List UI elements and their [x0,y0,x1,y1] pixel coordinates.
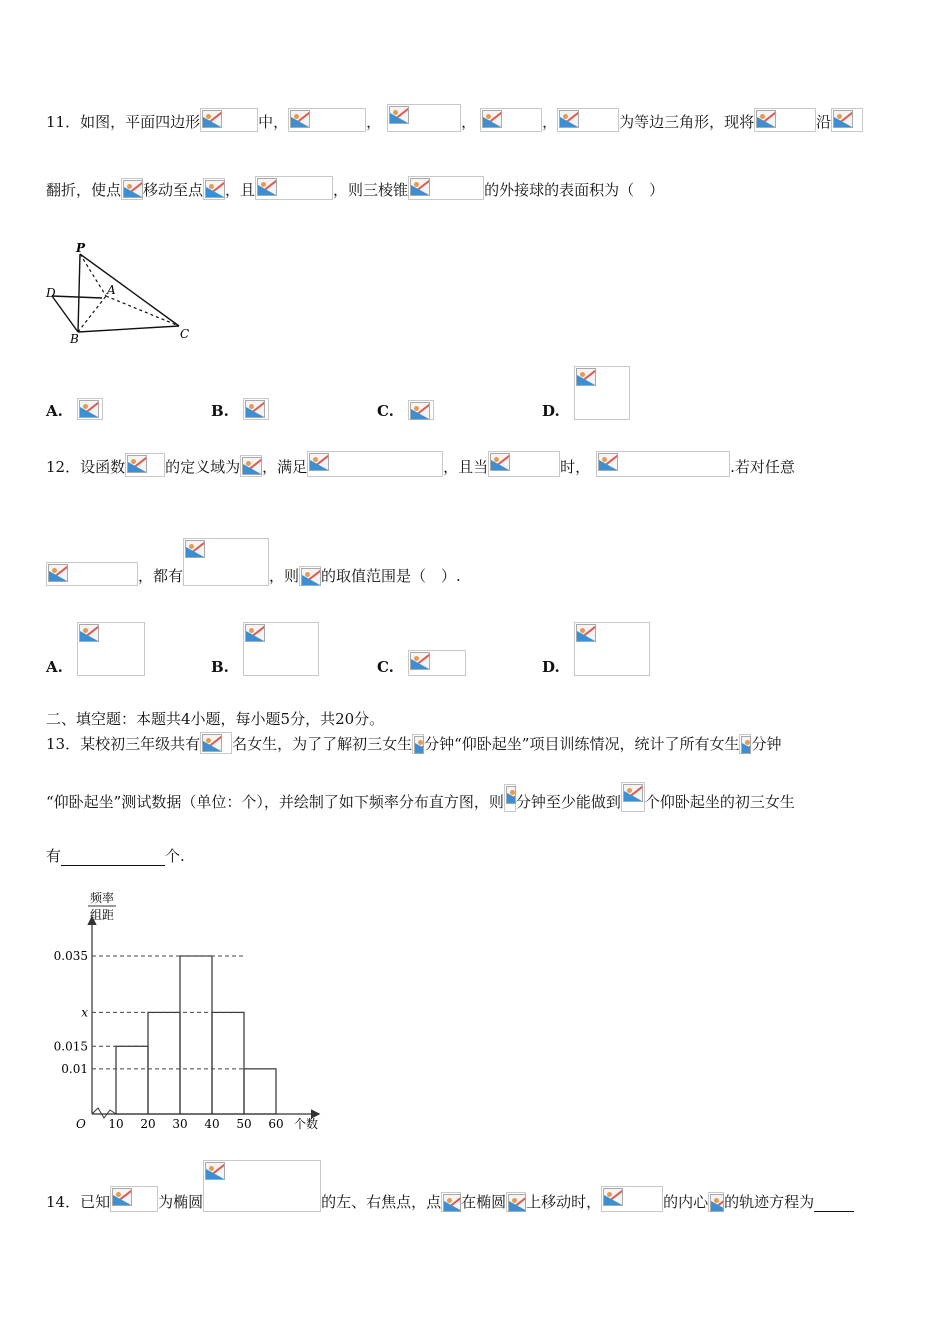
formula-image-icon [240,455,262,477]
q14-text: 为椭圆 [158,1193,204,1211]
x-tick-label: 50 [236,1117,252,1131]
q14-line-1 [46,1160,854,1212]
formula-image-icon [408,650,466,676]
q11-line-2 [46,176,664,200]
q13-text: 分钟 [751,735,782,753]
q14-text: 上移动时， [526,1193,602,1211]
formula-image-icon [200,732,232,754]
label-C: C [180,327,190,341]
q14-text: 的轨迹方程为 [724,1193,815,1211]
formula-image-icon [46,562,138,586]
option-label: D. [542,402,560,420]
q12-option-b[interactable] [211,622,319,676]
q14-text: 的内心 [663,1193,709,1211]
formula-image-icon [255,176,333,200]
answer-blank[interactable] [61,851,165,866]
q14-text: 在椭圆 [461,1193,507,1211]
q11-text: ， [461,113,477,131]
formula-image-icon [110,1186,158,1212]
formula-image-icon [288,108,366,132]
q12-option-c[interactable] [377,650,466,676]
label-P: P [76,241,86,255]
q11-text: 移动至点 [143,181,204,199]
formula-image-icon [387,104,461,132]
option-label: A. [46,658,63,676]
q12-line-1 [46,451,795,477]
origin-label: O [76,1117,86,1131]
edge-PC [80,254,179,326]
q12-text: ，满足 [262,458,308,476]
formula-image-icon [408,400,434,420]
formula-image-icon [441,1192,461,1212]
q13-prefix: 13．某校初三年级共有 [46,735,201,753]
option-label: B. [211,658,229,676]
option-label: B. [211,402,229,420]
y-tick-label: 0.035 [53,949,88,963]
q13-text: 个. [165,847,185,865]
q13-line-2 [46,782,795,812]
formula-image-icon [408,176,484,200]
q12-option-d[interactable] [542,622,650,676]
formula-image-icon [183,538,269,586]
q12-line-2 [46,538,461,586]
q11-text: ，且 [225,181,256,199]
label-D: D [46,286,56,300]
formula-image-icon [480,108,542,132]
edge-DB [52,296,78,332]
edge-BA-dashed [78,296,106,332]
q11-text: ， [366,113,382,131]
q13-line-1 [46,732,781,754]
q13-line-3 [46,845,185,866]
label-A: A [107,283,116,297]
formula-image-icon [77,398,103,420]
formula-image-icon [299,566,321,586]
q12-text: ，都有 [138,567,184,585]
edge-AC-dashed [106,296,179,326]
formula-image-icon [574,366,630,420]
option-label: C. [377,402,394,420]
formula-image-icon [831,108,863,132]
q11-option-a[interactable] [46,398,103,420]
edge-DA [52,296,102,298]
frequency-histogram [50,888,340,1150]
q12-text: .若对任意 [730,458,795,476]
x-axis-label: 个数 [294,1117,319,1131]
q11-prefix: 11．如图，平面四边形 [46,113,201,131]
q12-text: ，且当 [443,458,489,476]
formula-image-icon [77,622,145,676]
edge-PB [78,254,80,332]
q11-text: 翻折，使点 [46,181,122,199]
q11-text: 沿 [816,113,832,131]
formula-image-icon [243,398,269,420]
histogram-bar [244,1069,276,1114]
edge-PA-dashed [80,254,106,296]
formula-image-icon [557,108,619,132]
x-tick-label: 30 [172,1117,188,1131]
formula-image-icon [203,178,225,200]
q12-text: 的取值范围是（ ）. [321,567,461,585]
option-label: D. [542,658,560,676]
x-tick-label: 60 [268,1117,284,1131]
formula-image-icon [307,451,443,477]
formula-image-icon [506,1192,526,1212]
q13-text: “仰卧起坐”测试数据（单位：个），并绘制了如下频率分布直方图，则 [46,793,504,811]
formula-image-icon [621,782,645,812]
q13-text: 有 [46,847,62,865]
y-tick-label: 0.01 [61,1061,88,1076]
formula-image-icon [203,1160,321,1212]
q11-option-d[interactable] [542,366,630,420]
y-axis-label-top: 频率 [89,891,115,905]
formula-image-icon [412,734,424,754]
q12-option-a[interactable] [46,622,145,676]
q11-option-c[interactable] [377,400,434,420]
q14-text: 的左、右焦点，点 [321,1193,442,1211]
q11-line-1 [46,104,863,132]
q11-text: 的外接球的表面积为（ ） [484,181,665,199]
q13-text: 个仰卧起坐的初三女生 [644,793,795,811]
formula-image-icon [754,108,816,132]
pyramid-figure [44,240,194,345]
formula-image-icon [708,1192,724,1212]
x-tick-label: 40 [204,1117,220,1131]
q13-text: 名女生，为了了解初三女生 [232,735,413,753]
formula-image-icon [504,784,516,812]
section-heading [46,708,384,729]
formula-image-icon [488,451,560,477]
option-label: A. [46,402,63,420]
histogram-bar [116,1046,148,1114]
option-label: C. [377,658,394,676]
q11-text: ， [542,113,558,131]
histogram-bar [148,1012,180,1114]
q13-text: 分钟“仰卧起坐”项目训练情况，统计了所有女生 [424,735,740,753]
formula-image-icon [200,108,258,132]
formula-image-icon [574,622,650,676]
q11-text: ，则三棱锥 [333,181,409,199]
q11-text: 中， [258,113,289,131]
section-2-heading: 二、填空题：本题共4小题，每小题5分，共20分。 [46,710,385,728]
x-tick-label: 10 [108,1117,124,1131]
formula-image-icon [739,734,751,754]
edge-BC [78,326,179,332]
q11-text: 为等边三角形，现将 [619,113,755,131]
histogram-bar [180,956,212,1114]
formula-image-icon [596,451,730,477]
formula-image-icon [243,622,319,676]
q11-option-b[interactable] [211,398,269,420]
q12-text: ，则 [269,567,300,585]
q14-prefix: 14．已知 [46,1193,111,1211]
answer-blank[interactable] [814,1197,854,1212]
formula-image-icon [125,453,165,477]
histogram-bar [212,1012,244,1114]
y-axis-label-bottom: 组距 [89,908,115,922]
q13-text: 分钟至少能做到 [515,793,621,811]
q12-prefix: 12．设函数 [46,458,126,476]
label-B: B [70,332,79,345]
q12-text: 时， [560,458,591,476]
q12-text: 的定义域为 [165,458,241,476]
y-tick-label: 0.015 [53,1039,88,1054]
x-tick-label: 20 [140,1117,156,1131]
y-tick-label: x [81,1005,88,1020]
formula-image-icon [601,1186,663,1212]
formula-image-icon [121,178,143,200]
